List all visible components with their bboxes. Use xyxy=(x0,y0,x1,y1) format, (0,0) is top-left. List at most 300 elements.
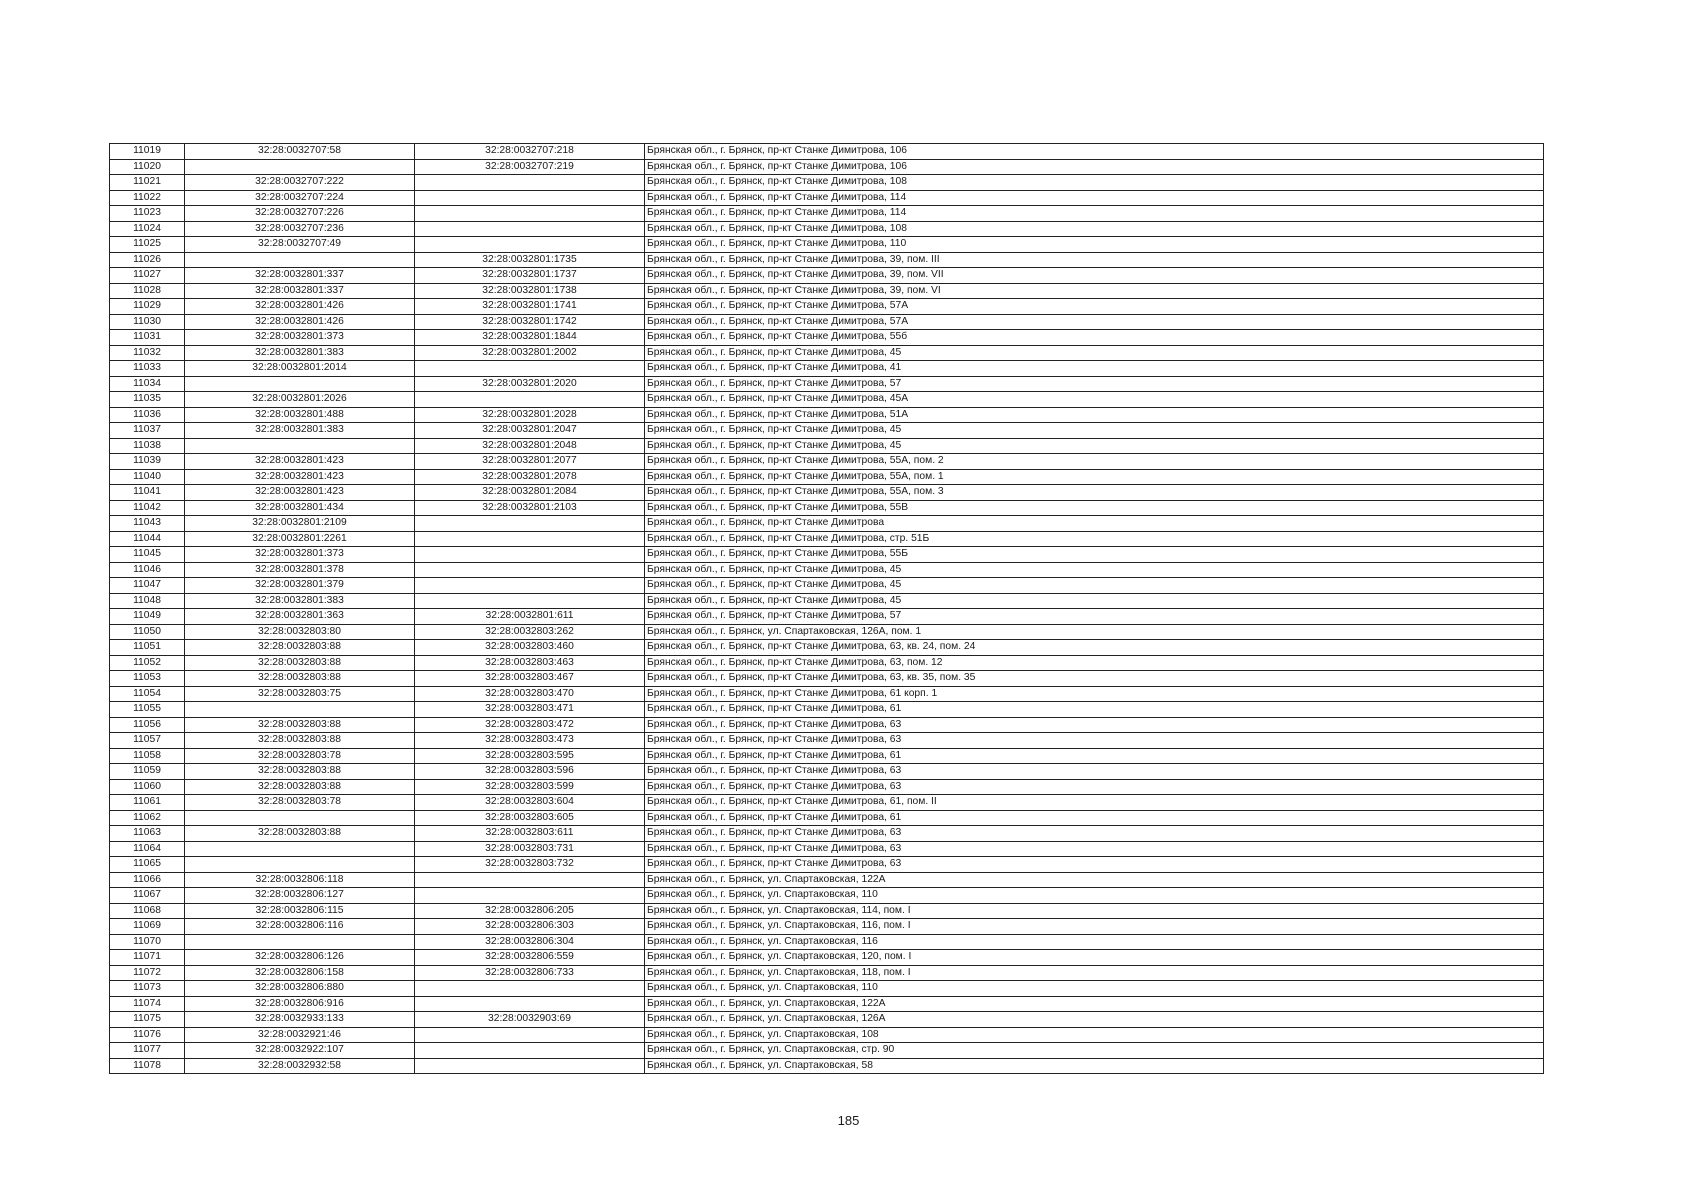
parcel-number-cell: 32:28:0032801:337 xyxy=(185,283,415,299)
table-row xyxy=(110,423,1544,439)
row-number-cell: 11066 xyxy=(110,872,185,888)
address-cell: Брянская обл., г. Брянск, пр-кт Станке Димитрова, 114 xyxy=(645,206,1544,222)
parcel-number-cell: 32:28:0032801:373 xyxy=(185,547,415,563)
registry-table-container xyxy=(109,143,1543,1074)
table-row xyxy=(110,330,1544,346)
table-row xyxy=(110,872,1544,888)
registry-table-body xyxy=(110,144,1544,1074)
address-cell: Брянская обл., г. Брянск, пр-кт Станке Димитрова, 39, пом. VI xyxy=(645,283,1544,299)
table-row xyxy=(110,671,1544,687)
table-row xyxy=(110,144,1544,160)
parcel-number-cell: 32:28:0032803:88 xyxy=(185,640,415,656)
row-number-cell: 11077 xyxy=(110,1043,185,1059)
table-row xyxy=(110,810,1544,826)
address-cell: Брянская обл., г. Брянск, пр-кт Станке Димитрова, 61, пом. II xyxy=(645,795,1544,811)
row-number-cell: 11021 xyxy=(110,175,185,191)
table-row xyxy=(110,779,1544,795)
row-number-cell: 11036 xyxy=(110,407,185,423)
page-number: 185 xyxy=(837,1113,860,1128)
object-number-cell: 32:28:0032801:2028 xyxy=(415,407,645,423)
parcel-number-cell: 32:28:0032801:2261 xyxy=(185,531,415,547)
object-number-cell: 32:28:0032801:2103 xyxy=(415,500,645,516)
parcel-number-cell: 32:28:0032806:126 xyxy=(185,950,415,966)
parcel-number-cell: 32:28:0032806:158 xyxy=(185,965,415,981)
row-number-cell: 11037 xyxy=(110,423,185,439)
row-number-cell: 11058 xyxy=(110,748,185,764)
object-number-cell: 32:28:0032803:473 xyxy=(415,733,645,749)
address-cell: Брянская обл., г. Брянск, пр-кт Станке Димитрова, 57А xyxy=(645,299,1544,315)
table-row xyxy=(110,1027,1544,1043)
address-cell: Брянская обл., г. Брянск, пр-кт Станке Димитрова, 57 xyxy=(645,609,1544,625)
parcel-number-cell xyxy=(185,438,415,454)
object-number-cell xyxy=(415,888,645,904)
row-number-cell: 11076 xyxy=(110,1027,185,1043)
table-row xyxy=(110,965,1544,981)
object-number-cell xyxy=(415,578,645,594)
object-number-cell xyxy=(415,237,645,253)
table-row xyxy=(110,252,1544,268)
row-number-cell: 11057 xyxy=(110,733,185,749)
address-cell: Брянская обл., г. Брянск, пр-кт Станке Димитрова, 61 xyxy=(645,702,1544,718)
parcel-number-cell: 32:28:0032707:224 xyxy=(185,190,415,206)
object-number-cell: 32:28:0032803:596 xyxy=(415,764,645,780)
table-row xyxy=(110,733,1544,749)
object-number-cell xyxy=(415,1043,645,1059)
table-row xyxy=(110,686,1544,702)
row-number-cell: 11042 xyxy=(110,500,185,516)
parcel-number-cell: 32:28:0032801:363 xyxy=(185,609,415,625)
address-cell: Брянская обл., г. Брянск, пр-кт Станке Димитрова, 51А xyxy=(645,407,1544,423)
table-row xyxy=(110,717,1544,733)
row-number-cell: 11055 xyxy=(110,702,185,718)
parcel-number-cell xyxy=(185,841,415,857)
object-number-cell: 32:28:0032803:611 xyxy=(415,826,645,842)
address-cell: Брянская обл., г. Брянск, ул. Спартаковская, 122А xyxy=(645,996,1544,1012)
parcel-number-cell: 32:28:0032803:78 xyxy=(185,795,415,811)
object-number-cell: 32:28:0032806:559 xyxy=(415,950,645,966)
address-cell: Брянская обл., г. Брянск, пр-кт Станке Димитрова, 45 xyxy=(645,562,1544,578)
row-number-cell: 11039 xyxy=(110,454,185,470)
row-number-cell: 11020 xyxy=(110,159,185,175)
parcel-number-cell: 32:28:0032922:107 xyxy=(185,1043,415,1059)
table-row xyxy=(110,159,1544,175)
object-number-cell: 32:28:0032801:1741 xyxy=(415,299,645,315)
table-row xyxy=(110,919,1544,935)
row-number-cell: 11060 xyxy=(110,779,185,795)
row-number-cell: 11026 xyxy=(110,252,185,268)
object-number-cell: 32:28:0032801:2020 xyxy=(415,376,645,392)
address-cell: Брянская обл., г. Брянск, ул. Спартаковская, 110 xyxy=(645,888,1544,904)
table-row xyxy=(110,547,1544,563)
table-row xyxy=(110,283,1544,299)
object-number-cell xyxy=(415,190,645,206)
address-cell: Брянская обл., г. Брянск, пр-кт Станке Димитрова, 108 xyxy=(645,175,1544,191)
row-number-cell: 11069 xyxy=(110,919,185,935)
row-number-cell: 11062 xyxy=(110,810,185,826)
object-number-cell: 32:28:0032903:69 xyxy=(415,1012,645,1028)
address-cell: Брянская обл., г. Брянск, ул. Спартаковская, стр. 90 xyxy=(645,1043,1544,1059)
table-row xyxy=(110,531,1544,547)
row-number-cell: 11051 xyxy=(110,640,185,656)
row-number-cell: 11028 xyxy=(110,283,185,299)
object-number-cell xyxy=(415,392,645,408)
address-cell: Брянская обл., г. Брянск, пр-кт Станке Димитрова, 63 xyxy=(645,826,1544,842)
object-number-cell: 32:28:0032803:460 xyxy=(415,640,645,656)
table-row xyxy=(110,1058,1544,1074)
object-number-cell: 32:28:0032806:205 xyxy=(415,903,645,919)
row-number-cell: 11068 xyxy=(110,903,185,919)
row-number-cell: 11045 xyxy=(110,547,185,563)
address-cell: Брянская обл., г. Брянск, ул. Спартаковская, 116, пом. I xyxy=(645,919,1544,935)
row-number-cell: 11046 xyxy=(110,562,185,578)
parcel-number-cell xyxy=(185,376,415,392)
parcel-number-cell: 32:28:0032803:88 xyxy=(185,779,415,795)
parcel-number-cell: 32:28:0032803:88 xyxy=(185,671,415,687)
row-number-cell: 11029 xyxy=(110,299,185,315)
address-cell: Брянская обл., г. Брянск, пр-кт Станке Димитрова, 63, кв. 24, пом. 24 xyxy=(645,640,1544,656)
address-cell: Брянская обл., г. Брянск, пр-кт Станке Димитрова, 63 xyxy=(645,841,1544,857)
address-cell: Брянская обл., г. Брянск, ул. Спартаковская, 122А xyxy=(645,872,1544,888)
object-number-cell: 32:28:0032803:595 xyxy=(415,748,645,764)
table-row xyxy=(110,454,1544,470)
table-row xyxy=(110,221,1544,237)
parcel-number-cell xyxy=(185,159,415,175)
parcel-number-cell: 32:28:0032803:88 xyxy=(185,764,415,780)
row-number-cell: 11049 xyxy=(110,609,185,625)
parcel-number-cell xyxy=(185,252,415,268)
object-number-cell xyxy=(415,1027,645,1043)
address-cell: Брянская обл., г. Брянск, ул. Спартаковская, 58 xyxy=(645,1058,1544,1074)
table-row xyxy=(110,888,1544,904)
parcel-number-cell: 32:28:0032801:383 xyxy=(185,423,415,439)
parcel-number-cell: 32:28:0032801:373 xyxy=(185,330,415,346)
table-row xyxy=(110,361,1544,377)
address-cell: Брянская обл., г. Брянск, ул. Спартаковская, 126А xyxy=(645,1012,1544,1028)
object-number-cell: 32:28:0032801:2077 xyxy=(415,454,645,470)
address-cell: Брянская обл., г. Брянск, пр-кт Станке Димитрова, 55В xyxy=(645,500,1544,516)
table-row xyxy=(110,640,1544,656)
address-cell: Брянская обл., г. Брянск, пр-кт Станке Димитрова, 39, пом. III xyxy=(645,252,1544,268)
row-number-cell: 11019 xyxy=(110,144,185,160)
address-cell: Брянская обл., г. Брянск, пр-кт Станке Димитрова, 63 xyxy=(645,764,1544,780)
address-cell: Брянская обл., г. Брянск, пр-кт Станке Димитрова, 45 xyxy=(645,423,1544,439)
row-number-cell: 11033 xyxy=(110,361,185,377)
object-number-cell xyxy=(415,221,645,237)
table-row xyxy=(110,268,1544,284)
parcel-number-cell: 32:28:0032801:426 xyxy=(185,314,415,330)
table-row xyxy=(110,175,1544,191)
address-cell: Брянская обл., г. Брянск, пр-кт Станке Димитрова, 63 xyxy=(645,779,1544,795)
parcel-number-cell: 32:28:0032801:2026 xyxy=(185,392,415,408)
parcel-number-cell: 32:28:0032801:378 xyxy=(185,562,415,578)
object-number-cell: 32:28:0032801:2047 xyxy=(415,423,645,439)
address-cell: Брянская обл., г. Брянск, пр-кт Станке Димитрова, 63, пом. 12 xyxy=(645,655,1544,671)
address-cell: Брянская обл., г. Брянск, пр-кт Станке Димитрова, 45 xyxy=(645,578,1544,594)
table-row xyxy=(110,562,1544,578)
table-row xyxy=(110,1043,1544,1059)
parcel-number-cell xyxy=(185,857,415,873)
object-number-cell xyxy=(415,872,645,888)
parcel-number-cell: 32:28:0032806:127 xyxy=(185,888,415,904)
address-cell: Брянская обл., г. Брянск, пр-кт Станке Димитрова, 57 xyxy=(645,376,1544,392)
address-cell: Брянская обл., г. Брянск, пр-кт Станке Димитрова, 55А, пом. 3 xyxy=(645,485,1544,501)
parcel-number-cell: 32:28:0032801:488 xyxy=(185,407,415,423)
table-row xyxy=(110,299,1544,315)
table-row xyxy=(110,655,1544,671)
parcel-number-cell: 32:28:0032806:116 xyxy=(185,919,415,935)
object-number-cell: 32:28:0032801:2084 xyxy=(415,485,645,501)
address-cell: Брянская обл., г. Брянск, пр-кт Станке Димитрова, 45 xyxy=(645,438,1544,454)
object-number-cell: 32:28:0032801:2078 xyxy=(415,469,645,485)
object-number-cell: 32:28:0032803:732 xyxy=(415,857,645,873)
object-number-cell xyxy=(415,981,645,997)
table-row xyxy=(110,826,1544,842)
object-number-cell: 32:28:0032806:733 xyxy=(415,965,645,981)
address-cell: Брянская обл., г. Брянск, пр-кт Станке Димитрова, 61 xyxy=(645,810,1544,826)
address-cell: Брянская обл., г. Брянск, ул. Спартаковская, 120, пом. I xyxy=(645,950,1544,966)
object-number-cell xyxy=(415,1058,645,1074)
object-number-cell: 32:28:0032707:218 xyxy=(415,144,645,160)
address-cell: Брянская обл., г. Брянск, пр-кт Станке Димитрова, 63 xyxy=(645,733,1544,749)
table-row xyxy=(110,345,1544,361)
row-number-cell: 11034 xyxy=(110,376,185,392)
row-number-cell: 11025 xyxy=(110,237,185,253)
row-number-cell: 11078 xyxy=(110,1058,185,1074)
table-row xyxy=(110,903,1544,919)
object-number-cell: 32:28:0032803:470 xyxy=(415,686,645,702)
object-number-cell: 32:28:0032801:2048 xyxy=(415,438,645,454)
address-cell: Брянская обл., г. Брянск, ул. Спартаковская, 116 xyxy=(645,934,1544,950)
row-number-cell: 11043 xyxy=(110,516,185,532)
parcel-number-cell: 32:28:0032707:58 xyxy=(185,144,415,160)
row-number-cell: 11031 xyxy=(110,330,185,346)
object-number-cell: 32:28:0032803:731 xyxy=(415,841,645,857)
table-row xyxy=(110,578,1544,594)
table-row xyxy=(110,795,1544,811)
row-number-cell: 11073 xyxy=(110,981,185,997)
object-number-cell: 32:28:0032801:611 xyxy=(415,609,645,625)
object-number-cell xyxy=(415,361,645,377)
address-cell: Брянская обл., г. Брянск, пр-кт Станке Димитрова, 61 корп. 1 xyxy=(645,686,1544,702)
row-number-cell: 11061 xyxy=(110,795,185,811)
row-number-cell: 11074 xyxy=(110,996,185,1012)
parcel-number-cell: 32:28:0032803:88 xyxy=(185,717,415,733)
object-number-cell: 32:28:0032801:1844 xyxy=(415,330,645,346)
table-row xyxy=(110,376,1544,392)
parcel-number-cell: 32:28:0032801:379 xyxy=(185,578,415,594)
address-cell: Брянская обл., г. Брянск, пр-кт Станке Димитрова, стр. 51Б xyxy=(645,531,1544,547)
table-row xyxy=(110,190,1544,206)
parcel-number-cell: 32:28:0032806:916 xyxy=(185,996,415,1012)
table-row xyxy=(110,624,1544,640)
parcel-number-cell: 32:28:0032933:133 xyxy=(185,1012,415,1028)
row-number-cell: 11050 xyxy=(110,624,185,640)
address-cell: Брянская обл., г. Брянск, пр-кт Станке Димитрова, 41 xyxy=(645,361,1544,377)
address-cell: Брянская обл., г. Брянск, пр-кт Станке Димитрова, 55б xyxy=(645,330,1544,346)
address-cell: Брянская обл., г. Брянск, ул. Спартаковская, 114, пом. I xyxy=(645,903,1544,919)
object-number-cell: 32:28:0032803:599 xyxy=(415,779,645,795)
table-row xyxy=(110,469,1544,485)
address-cell: Брянская обл., г. Брянск, пр-кт Станке Димитрова, 55А, пом. 2 xyxy=(645,454,1544,470)
row-number-cell: 11038 xyxy=(110,438,185,454)
table-row xyxy=(110,516,1544,532)
row-number-cell: 11053 xyxy=(110,671,185,687)
parcel-number-cell: 32:28:0032803:88 xyxy=(185,655,415,671)
address-cell: Брянская обл., г. Брянск, пр-кт Станке Димитрова, 55А, пом. 1 xyxy=(645,469,1544,485)
object-number-cell: 32:28:0032803:262 xyxy=(415,624,645,640)
row-number-cell: 11071 xyxy=(110,950,185,966)
parcel-number-cell: 32:28:0032801:423 xyxy=(185,485,415,501)
row-number-cell: 11044 xyxy=(110,531,185,547)
object-number-cell: 32:28:0032803:467 xyxy=(415,671,645,687)
registry-table xyxy=(109,143,1544,1074)
parcel-number-cell: 32:28:0032803:78 xyxy=(185,748,415,764)
object-number-cell: 32:28:0032803:604 xyxy=(415,795,645,811)
table-row xyxy=(110,407,1544,423)
object-number-cell: 32:28:0032803:471 xyxy=(415,702,645,718)
row-number-cell: 11030 xyxy=(110,314,185,330)
table-row xyxy=(110,981,1544,997)
parcel-number-cell: 32:28:0032801:434 xyxy=(185,500,415,516)
parcel-number-cell xyxy=(185,702,415,718)
object-number-cell xyxy=(415,593,645,609)
address-cell: Брянская обл., г. Брянск, пр-кт Станке Димитрова, 39, пом. VII xyxy=(645,268,1544,284)
parcel-number-cell: 32:28:0032707:49 xyxy=(185,237,415,253)
table-row xyxy=(110,996,1544,1012)
object-number-cell: 32:28:0032707:219 xyxy=(415,159,645,175)
table-row xyxy=(110,1012,1544,1028)
parcel-number-cell: 32:28:0032801:423 xyxy=(185,454,415,470)
parcel-number-cell xyxy=(185,934,415,950)
object-number-cell: 32:28:0032801:1735 xyxy=(415,252,645,268)
table-row xyxy=(110,206,1544,222)
address-cell: Брянская обл., г. Брянск, пр-кт Станке Димитрова, 106 xyxy=(645,144,1544,160)
row-number-cell: 11027 xyxy=(110,268,185,284)
parcel-number-cell: 32:28:0032803:80 xyxy=(185,624,415,640)
table-row xyxy=(110,593,1544,609)
parcel-number-cell: 32:28:0032707:236 xyxy=(185,221,415,237)
table-row xyxy=(110,314,1544,330)
row-number-cell: 11035 xyxy=(110,392,185,408)
address-cell: Брянская обл., г. Брянск, пр-кт Станке Димитрова, 55Б xyxy=(645,547,1544,563)
address-cell: Брянская обл., г. Брянск, пр-кт Станке Димитрова, 61 xyxy=(645,748,1544,764)
address-cell: Брянская обл., г. Брянск, пр-кт Станке Димитрова, 63, кв. 35, пом. 35 xyxy=(645,671,1544,687)
object-number-cell: 32:28:0032803:605 xyxy=(415,810,645,826)
row-number-cell: 11059 xyxy=(110,764,185,780)
row-number-cell: 11047 xyxy=(110,578,185,594)
parcel-number-cell: 32:28:0032803:88 xyxy=(185,826,415,842)
parcel-number-cell: 32:28:0032707:226 xyxy=(185,206,415,222)
table-row xyxy=(110,438,1544,454)
table-row xyxy=(110,841,1544,857)
parcel-number-cell: 32:28:0032803:88 xyxy=(185,733,415,749)
table-row xyxy=(110,500,1544,516)
parcel-number-cell: 32:28:0032803:75 xyxy=(185,686,415,702)
parcel-number-cell: 32:28:0032806:880 xyxy=(185,981,415,997)
address-cell: Брянская обл., г. Брянск, пр-кт Станке Димитрова, 108 xyxy=(645,221,1544,237)
row-number-cell: 11063 xyxy=(110,826,185,842)
row-number-cell: 11024 xyxy=(110,221,185,237)
row-number-cell: 11032 xyxy=(110,345,185,361)
table-row xyxy=(110,392,1544,408)
parcel-number-cell: 32:28:0032806:118 xyxy=(185,872,415,888)
object-number-cell: 32:28:0032801:1738 xyxy=(415,283,645,299)
table-row xyxy=(110,609,1544,625)
address-cell: Брянская обл., г. Брянск, пр-кт Станке Димитрова xyxy=(645,516,1544,532)
row-number-cell: 11072 xyxy=(110,965,185,981)
parcel-number-cell: 32:28:0032921:46 xyxy=(185,1027,415,1043)
table-row xyxy=(110,237,1544,253)
table-row xyxy=(110,485,1544,501)
address-cell: Брянская обл., г. Брянск, пр-кт Станке Димитрова, 57А xyxy=(645,314,1544,330)
parcel-number-cell: 32:28:0032801:426 xyxy=(185,299,415,315)
parcel-number-cell: 32:28:0032801:337 xyxy=(185,268,415,284)
address-cell: Брянская обл., г. Брянск, ул. Спартаковская, 126А, пом. 1 xyxy=(645,624,1544,640)
address-cell: Брянская обл., г. Брянск, ул. Спартаковская, 118, пом. I xyxy=(645,965,1544,981)
table-row xyxy=(110,857,1544,873)
row-number-cell: 11070 xyxy=(110,934,185,950)
address-cell: Брянская обл., г. Брянск, пр-кт Станке Димитрова, 106 xyxy=(645,159,1544,175)
table-row xyxy=(110,748,1544,764)
row-number-cell: 11048 xyxy=(110,593,185,609)
row-number-cell: 11023 xyxy=(110,206,185,222)
object-number-cell: 32:28:0032801:1742 xyxy=(415,314,645,330)
parcel-number-cell: 32:28:0032801:383 xyxy=(185,345,415,361)
row-number-cell: 11065 xyxy=(110,857,185,873)
parcel-number-cell: 32:28:0032801:383 xyxy=(185,593,415,609)
address-cell: Брянская обл., г. Брянск, пр-кт Станке Димитрова, 63 xyxy=(645,717,1544,733)
table-row xyxy=(110,950,1544,966)
address-cell: Брянская обл., г. Брянск, пр-кт Станке Димитрова, 45 xyxy=(645,345,1544,361)
object-number-cell xyxy=(415,175,645,191)
table-row xyxy=(110,934,1544,950)
row-number-cell: 11056 xyxy=(110,717,185,733)
object-number-cell xyxy=(415,562,645,578)
object-number-cell xyxy=(415,996,645,1012)
object-number-cell: 32:28:0032803:463 xyxy=(415,655,645,671)
address-cell: Брянская обл., г. Брянск, ул. Спартаковская, 110 xyxy=(645,981,1544,997)
object-number-cell xyxy=(415,516,645,532)
table-row xyxy=(110,764,1544,780)
parcel-number-cell: 32:28:0032707:222 xyxy=(185,175,415,191)
parcel-number-cell xyxy=(185,810,415,826)
object-number-cell: 32:28:0032806:303 xyxy=(415,919,645,935)
row-number-cell: 11067 xyxy=(110,888,185,904)
row-number-cell: 11041 xyxy=(110,485,185,501)
parcel-number-cell: 32:28:0032801:2014 xyxy=(185,361,415,377)
address-cell: Брянская обл., г. Брянск, пр-кт Станке Димитрова, 63 xyxy=(645,857,1544,873)
row-number-cell: 11052 xyxy=(110,655,185,671)
object-number-cell xyxy=(415,206,645,222)
parcel-number-cell: 32:28:0032806:115 xyxy=(185,903,415,919)
object-number-cell xyxy=(415,547,645,563)
row-number-cell: 11022 xyxy=(110,190,185,206)
address-cell: Брянская обл., г. Брянск, пр-кт Станке Димитрова, 110 xyxy=(645,237,1544,253)
address-cell: Брянская обл., г. Брянск, пр-кт Станке Димитрова, 45А xyxy=(645,392,1544,408)
address-cell: Брянская обл., г. Брянск, пр-кт Станке Димитрова, 45 xyxy=(645,593,1544,609)
object-number-cell: 32:28:0032806:304 xyxy=(415,934,645,950)
object-number-cell xyxy=(415,531,645,547)
parcel-number-cell: 32:28:0032932:58 xyxy=(185,1058,415,1074)
table-row xyxy=(110,702,1544,718)
object-number-cell: 32:28:0032801:2002 xyxy=(415,345,645,361)
row-number-cell: 11064 xyxy=(110,841,185,857)
address-cell: Брянская обл., г. Брянск, пр-кт Станке Димитрова, 114 xyxy=(645,190,1544,206)
object-number-cell: 32:28:0032801:1737 xyxy=(415,268,645,284)
address-cell: Брянская обл., г. Брянск, ул. Спартаковская, 108 xyxy=(645,1027,1544,1043)
object-number-cell: 32:28:0032803:472 xyxy=(415,717,645,733)
row-number-cell: 11040 xyxy=(110,469,185,485)
